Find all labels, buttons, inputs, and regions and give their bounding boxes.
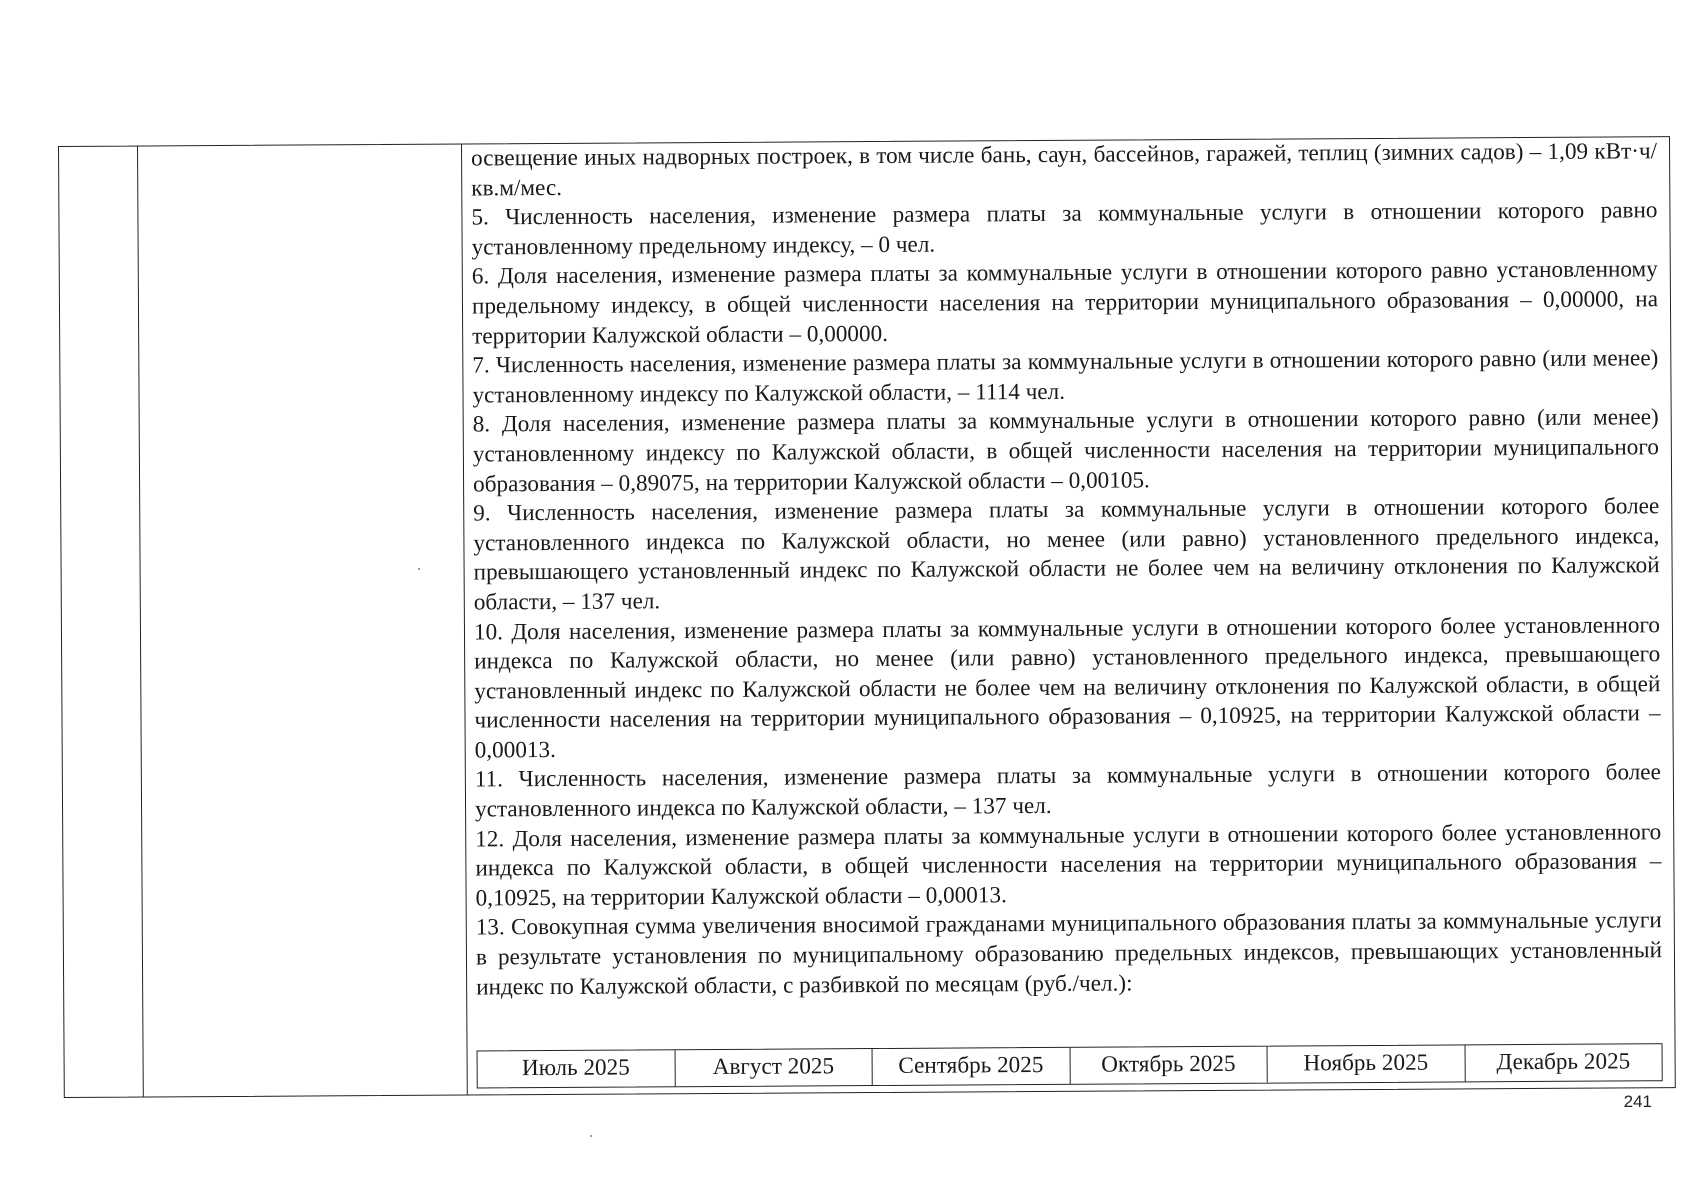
paragraph-item-5: 5. Численность населения, изменение размера платы за коммунальные услуги в отношении которого равно установленному предельному индексу, – 0 чел. — [471, 197, 1658, 261]
month-header-cell: Декабрь 2025 — [1496, 1048, 1631, 1076]
scan-speck — [418, 568, 420, 570]
paragraph-item-10: 10. Доля населения, изменение размера платы за коммунальные услуги в отношении которого более установленного индекса по Калужской области, но менее (или равно) установленного предельного индекса, превышающего установленный индекс по Калужской области не более чем на величину отклонения по Калужской области, в общей численности населения на территории муниципального образования – 0,10925, на территории Калужской области – 0,00013. — [473, 611, 1661, 764]
paragraph-item-6: 6. Доля населения, изменение размера платы за коммунальные услуги в отношении которого равно установленному предельному индексу, в общей численности населения на территории муниципального образования – 0,00000, на территории Калужской области – 0,00000. — [471, 256, 1659, 350]
paragraph-item-13: 13. Совокупная сумма увеличения вносимой гражданами муниципального образования платы за коммунальные услуги в результате установления по муниципальному образованию предельных индексов, превышающих установленный индекс по Калужской области, с разбивкой по месяцам (руб./чел.): — [475, 907, 1663, 1001]
paragraph-continuation: освещение иных надворных построек, в том числе бань, саун, бассейнов, гаражей, теплиц (зимних садов) – 1,09 кВт·ч/кв.м/мес. — [471, 138, 1658, 202]
column-divider — [137, 147, 144, 1097]
column-divider — [461, 145, 468, 1095]
table-text-cell — [471, 137, 1662, 1002]
month-header-cell: Сентябрь 2025 — [873, 1048, 1071, 1085]
month-header-cell: Октябрь 2025 — [1070, 1047, 1268, 1084]
paragraph-item-8: 8. Доля населения, изменение размера платы за коммунальные услуги в отношении которого равно (или менее) установленному индексу по Калужской области, в общей численности населения на территории муниципального образования – 0,89075, на территории Калужской области – 0,00105. — [472, 404, 1659, 498]
paragraph-item-7: 7. Численность населения, изменение размера платы за коммунальные услуги в отношении которого равно (или менее) установленному индексу по Калужской области, – 1114 чел. — [472, 345, 1659, 409]
paragraph-item-12: 12. Доля населения, изменение размера платы за коммунальные услуги в отношении которого более установленного индекса по Калужской области, в общей численности населения на территории муниципального образования – 0,10925, на территории Калужской области – 0,00013. — [475, 818, 1662, 912]
month-header-cell: Ноябрь 2025 — [1268, 1045, 1466, 1082]
scan-speck — [590, 1135, 592, 1137]
paragraph-item-9: 9. Численность населения, изменение размера платы за коммунальные услуги в отношении которого более установленного индекса по Калужской области, но менее (или равно) установленного предельного индекса, превышающего установленный индекс по Калужской области не более чем на величину отклонения по Калужской области, – 137 чел. — [473, 493, 1660, 616]
page-number: 241 — [1623, 1092, 1652, 1111]
document-table — [58, 136, 1676, 1098]
month-header-cell: Август 2025 — [675, 1049, 873, 1086]
paragraph-item-11: 11. Численность населения, изменение размера платы за коммунальные услуги в отношении которого более установленного индекса по Калужской области, – 137 чел. — [474, 759, 1661, 823]
month-header-cell: Июль 2025 — [478, 1050, 676, 1087]
months-table-header — [477, 1043, 1663, 1088]
